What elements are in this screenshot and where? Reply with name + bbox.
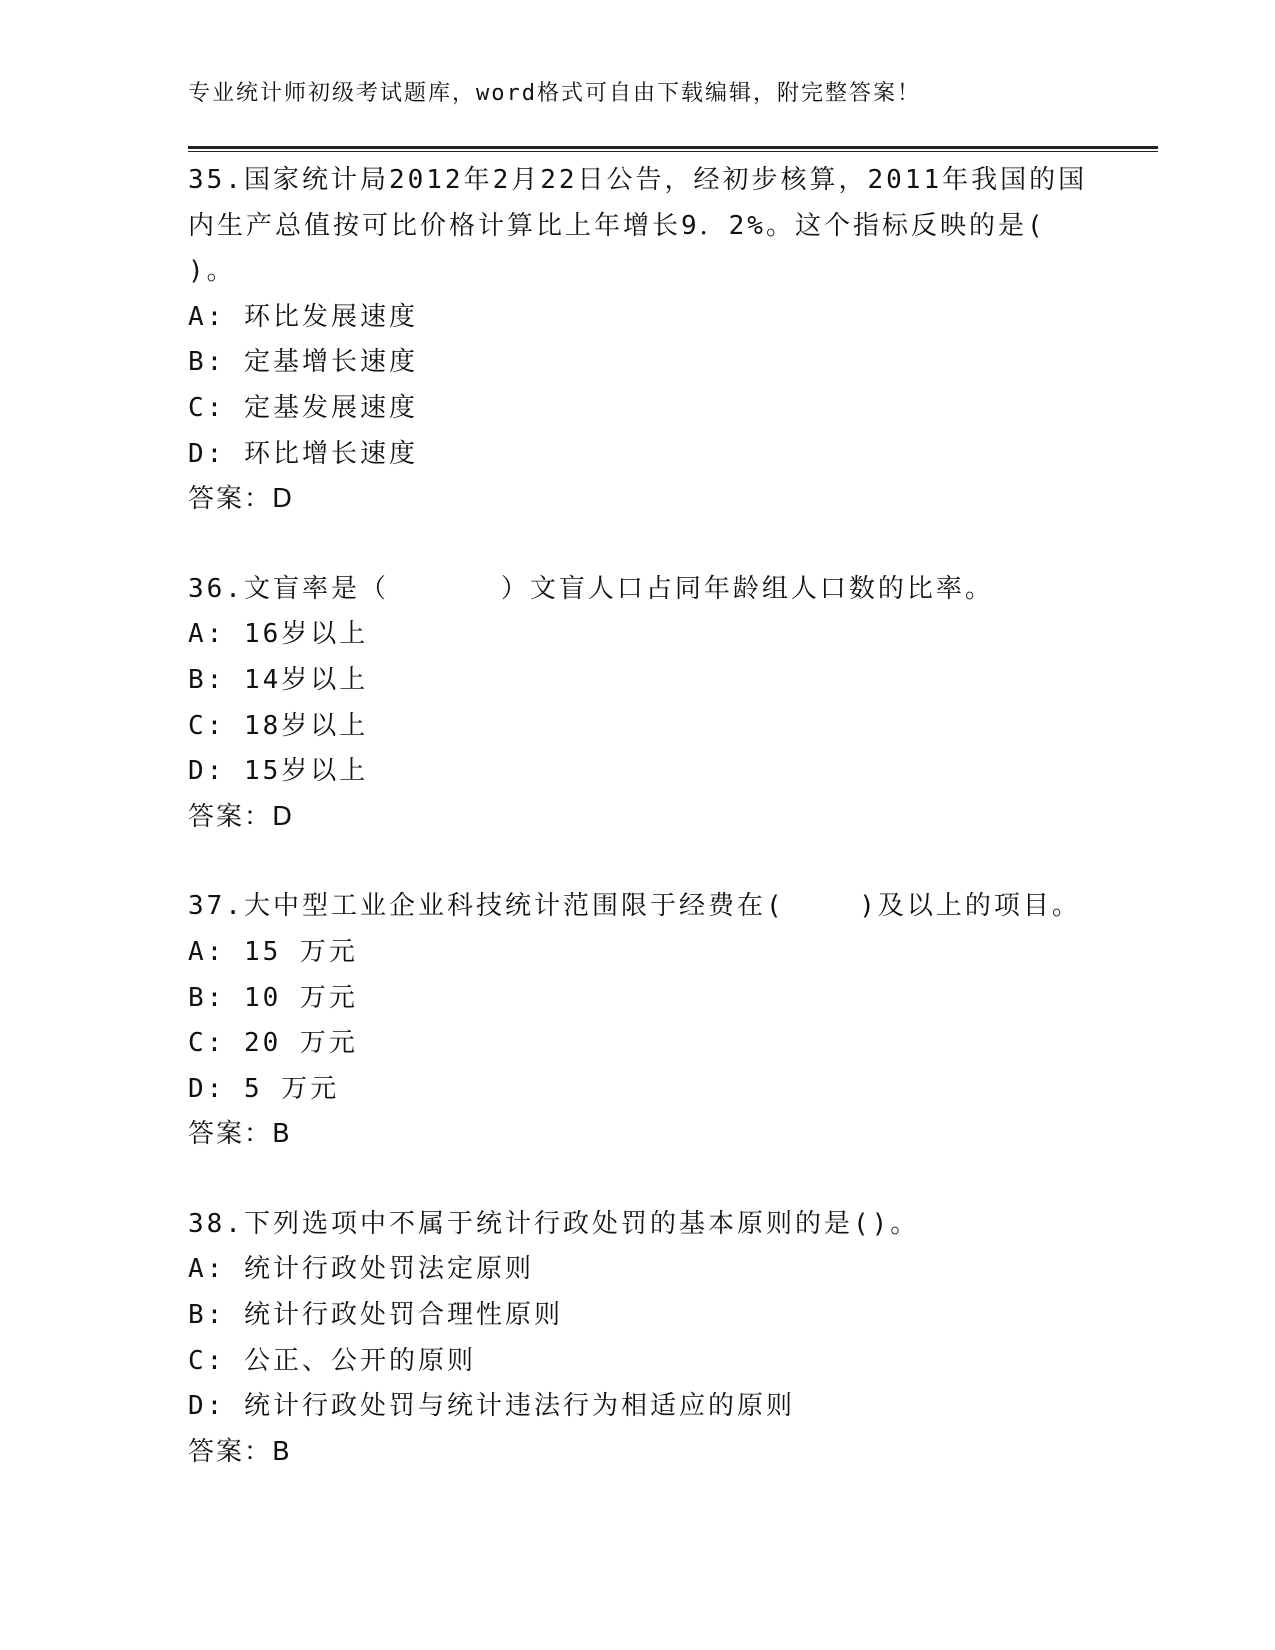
option-c: C: 18岁以上 [188, 710, 369, 741]
answer-label: 答案：D [188, 801, 295, 832]
option-b: B: 定基增长速度 [188, 347, 418, 378]
option-c: C: 20 万元 [188, 1028, 358, 1059]
question-36 [188, 567, 1088, 841]
option-c: C: 公正、公开的原则 [188, 1345, 476, 1376]
option-a: A: 环比发展速度 [188, 301, 418, 332]
header-divider [188, 146, 1158, 152]
question-stem-line: 37.大中型工业企业科技统计范围限于经费在( )及以上的项目。 [188, 891, 1081, 922]
option-d: D: 统计行政处罚与统计违法行为相适应的原则 [188, 1391, 795, 1422]
answer-label: 答案：D [188, 484, 295, 515]
option-d: D: 环比增长速度 [188, 438, 418, 469]
question-37 [188, 884, 1088, 1158]
option-a: A: 统计行政处罚法定原则 [188, 1254, 534, 1285]
option-d: D: 15岁以上 [188, 756, 369, 787]
answer-label: 答案：B [188, 1436, 292, 1467]
option-b: B: 14岁以上 [188, 664, 369, 695]
question-stem-line: 38.下列选项中不属于统计行政处罚的基本原则的是()。 [188, 1208, 920, 1239]
question-list [188, 158, 1088, 1519]
question-stem-line: 36.文盲率是（ ）文盲人口占同年龄组人口数的比率。 [188, 573, 994, 604]
option-a: A: 15 万元 [188, 936, 358, 967]
question-stem-line: 内生产总值按可比价格计算比上年增长9．2%。这个指标反映的是( [188, 210, 1046, 241]
question-stem-line: )。 [188, 256, 236, 287]
question-35 [188, 158, 1088, 523]
option-d: D: 5 万元 [188, 1073, 340, 1104]
option-b: B: 统计行政处罚合理性原则 [188, 1300, 563, 1331]
answer-label: 答案：B [188, 1119, 292, 1150]
option-a: A: 16岁以上 [188, 619, 369, 650]
question-38 [188, 1202, 1088, 1476]
option-c: C: 定基发展速度 [188, 392, 418, 423]
page-header-text: 专业统计师初级考试题库，word格式可自由下载编辑，附完整答案！ [188, 81, 921, 106]
question-stem-line: 35.国家统计局2012年2月22日公告，经初步核算，2011年我国的国 [188, 165, 1088, 195]
option-b: B: 10 万元 [188, 982, 358, 1013]
